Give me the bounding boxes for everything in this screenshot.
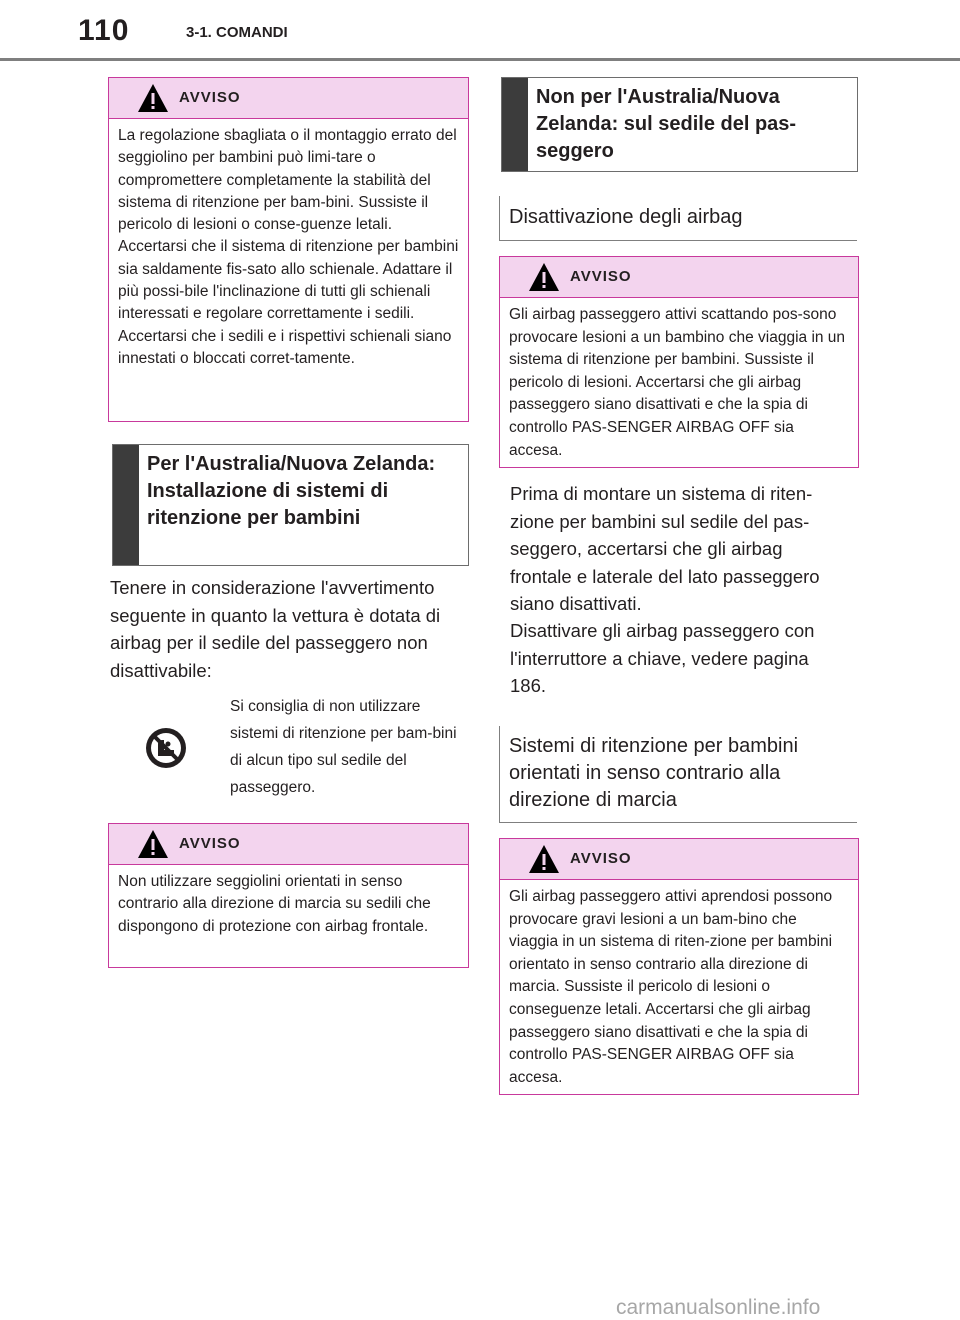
page-header (0, 0, 960, 62)
subheading: Sistemi di ritenzione per bambini orientati in senso contrario alla direzione di marcia (509, 735, 799, 811)
body-paragraph: Tenere in considerazione l'avvertimento seguente in quanto la vettura è dotata di airbag per il sedile del passeggero non disattivabile: (110, 577, 441, 681)
heading-bar (502, 78, 528, 171)
warning-header (500, 839, 858, 880)
warning-text: Non utilizzare seggiolini orientati in senso contrario alla direzione di marcia su sedili che dispongono di protezione con airbag frontale. (118, 873, 431, 935)
section-title: 3-1. COMANDI (186, 24, 288, 41)
body-paragraph: Disattivare gli airbag passeggero con l'interruttore a chiave, vedere pagina 186. (510, 620, 815, 696)
section-heading-box (112, 444, 469, 566)
watermark: carmanualsonline.info (616, 1296, 821, 1319)
subheading-box (499, 726, 857, 823)
warning-header (109, 824, 468, 865)
warning-header (109, 78, 468, 119)
header-rule (0, 58, 960, 61)
section-heading: Per l'Australia/Nuova Zelanda: Installazione di sistemi di ritenzione per bambini (147, 453, 436, 529)
warning-text: Gli airbag passeggero attivi aprendosi possono provocare gravi lesioni a un bam-bino che viaggia in un sistema di riten-zione per bambini orientato in senso contrario alla direzione di marcia. Sussiste il pericolo di lesioni o conseguenze letali. Accertarsi che gli airbag passeggero siano disattivati e che la spia di controllo PAS-SENGER AIRBAG OFF sia accesa. (509, 888, 833, 1086)
warning-triangle-icon (137, 829, 169, 859)
section-heading: Non per l'Australia/Nuova Zelanda: sul sedile del pas-seggero (536, 86, 797, 162)
icon-note: Si consiglia di non utilizzare sistemi di ritenzione per bam-bini di alcun tipo sul sedile del passeggero. (230, 698, 457, 796)
section-heading-box (501, 77, 858, 172)
warning-box (108, 823, 469, 968)
no-child-seat-icon (144, 726, 188, 770)
warning-triangle-icon (528, 844, 560, 874)
warning-text: La regolazione sbagliata o il montaggio errato del seggiolino per bambini può limi-tare o compromettere completamente la stabilità del sistema di ritenzione per bam-bini. Sussiste il pericolo di lesioni o conse-guenze letali. Accertarsi che il sistema di ritenzione per bambini sia saldamente fis-sato allo schienale. Adattare il più possi-bile l'inclinazione di tutti gli schienali interessati e regolare correttamente i sedili. Accertarsi che i sedili e i rispettivi schienali siano innestati o bloccati corret-tamente. (118, 127, 459, 367)
subheading: Disattivazione degli airbag (509, 206, 743, 228)
warning-header (500, 257, 858, 298)
warning-box (499, 838, 859, 1095)
warning-title: AVVISO (570, 268, 632, 285)
warning-title: AVVISO (179, 835, 241, 852)
body-paragraph: Prima di montare un sistema di riten-zione per bambini sul sedile del pas-seggero, accertarsi che gli airbag frontale e laterale del lato passeggero siano disattivati. (510, 483, 820, 614)
warning-box (499, 256, 859, 468)
subheading-box (499, 196, 857, 241)
warning-title: AVVISO (179, 89, 241, 106)
warning-title: AVVISO (570, 850, 632, 867)
warning-triangle-icon (528, 262, 560, 292)
page-number: 110 (78, 14, 130, 47)
warning-triangle-icon (137, 83, 169, 113)
heading-bar (113, 445, 139, 565)
warning-box (108, 77, 469, 422)
warning-text: Gli airbag passeggero attivi scattando pos-sono provocare lesioni a un bambino che viaggia in un sistema di ritenzione per bambini. Sussiste il pericolo di lesioni. Accertarsi che gli airbag passeggero siano disattivati e che la spia di controllo PAS-SENGER AIRBAG OFF sia accesa. (509, 306, 846, 459)
